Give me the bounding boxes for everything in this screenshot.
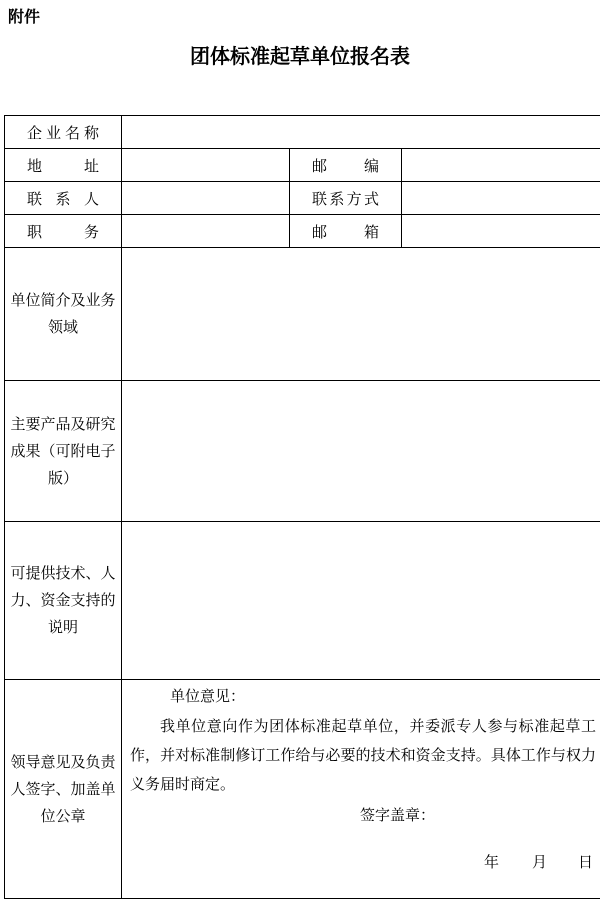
row-leadership (5, 680, 600, 899)
attachment-label: 附件 (8, 7, 41, 26)
contact-info-field[interactable] (402, 182, 600, 215)
position-label: 职 务 (5, 215, 122, 248)
postcode-label: 邮 编 (290, 149, 402, 182)
leadership-opinion-cell[interactable] (122, 680, 600, 899)
position-field[interactable] (122, 215, 290, 248)
intro-field[interactable] (122, 248, 600, 381)
contact-info-label: 联系方式 (290, 182, 402, 215)
opinion-label: 单位意见： (170, 687, 246, 705)
form-title: 团体标准起草单位报名表 (190, 44, 410, 68)
leadership-label: 领导意见及负责人签字、加盖单位公章 (5, 680, 122, 899)
row-company-name (5, 116, 600, 149)
products-label: 主要产品及研究成果（可附电子版） (5, 381, 122, 522)
row-products (5, 381, 600, 522)
date-month-label: 月 (532, 853, 548, 871)
email-field[interactable] (402, 215, 600, 248)
email-label: 邮 箱 (290, 215, 402, 248)
date-year-label: 年 (484, 853, 500, 871)
row-intro (5, 248, 600, 381)
support-label: 可提供技术、人力、资金支持的说明 (5, 522, 122, 680)
address-label: 地 址 (5, 149, 122, 182)
postcode-field[interactable] (402, 149, 600, 182)
signature-stamp-label: 签字盖章： (360, 806, 436, 824)
row-support (5, 522, 600, 680)
support-field[interactable] (122, 522, 600, 680)
row-contact (5, 182, 600, 215)
registration-form-table (4, 115, 600, 899)
opinion-statement: 我单位意向作为团体标准起草单位，并委派专人参与标准起草工作，并对标准制修订工作给与必要的技术和资金支持。具体工作与权力义务届时商定。 (130, 717, 597, 793)
contact-person-field[interactable] (122, 182, 290, 215)
products-field[interactable] (122, 381, 600, 522)
row-position (5, 215, 600, 248)
row-address (5, 149, 600, 182)
intro-label: 单位简介及业务领域 (5, 248, 122, 381)
company-name-label: 企业名称 (5, 116, 122, 149)
date-day-label: 日 (578, 853, 594, 871)
company-name-field[interactable] (122, 116, 600, 149)
contact-person-label: 联系人 (5, 182, 122, 215)
address-field[interactable] (122, 149, 290, 182)
